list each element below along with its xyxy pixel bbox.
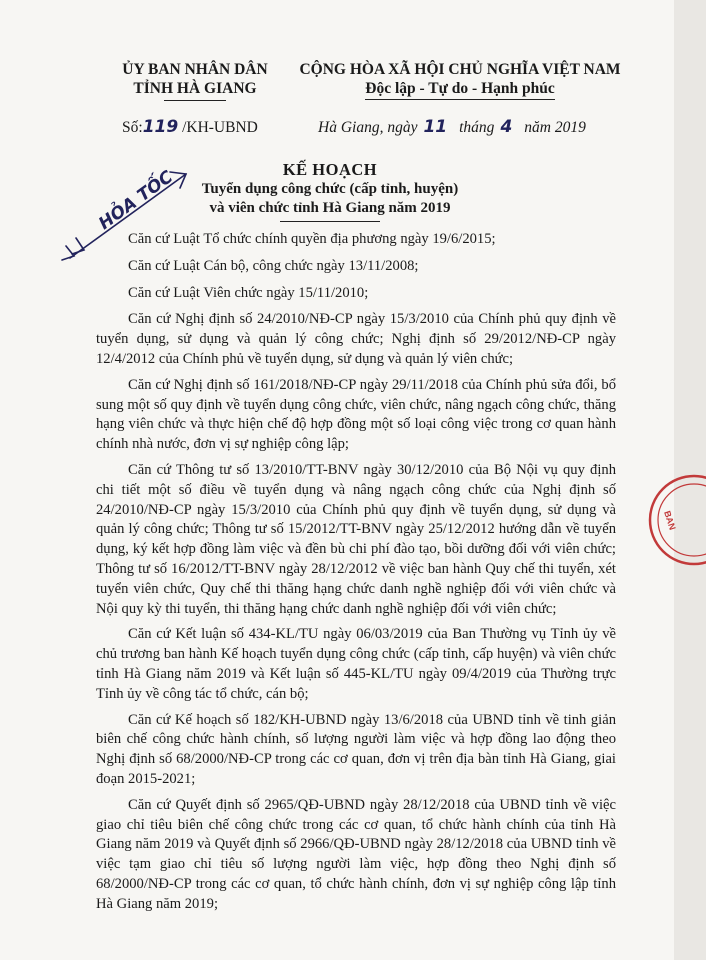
paragraph: Căn cứ Kế hoạch số 182/KH-UBND ngày 13/6/2018 của UBND tỉnh về tinh giản biên chế công chức hành chính, số lượng người làm việc và hợp đồng lao động theo Nghị định số 68/2000/NĐ-CP trong các cơ quan, đơn vị trên địa bàn tỉnh Hà Giang, giai đoạn 2015-2021; <box>96 711 616 787</box>
doc-number-suffix: /KH-UBND <box>182 119 258 136</box>
urgent-arrow-tail <box>62 246 74 260</box>
agency-line-1: ỦY BAN NHÂN DÂN <box>122 61 268 78</box>
paragraph: Căn cứ Quyết định số 2965/QĐ-UBND ngày 28/12/2018 của UBND tỉnh về việc giao chỉ tiêu biên chế công chức trong các cơ quan, tổ chức hành chính của tỉnh Hà Giang năm 2019 và Quyết định số 2966/QĐ-UBND ngày 28/12/2018 của UBND tỉnh về việc tạm giao chỉ tiêu số lượng người làm việc, hợp đồng theo Nghị định số 68/2000/NĐ-CP trong các cơ quan, tổ chức hành chính, đơn vị sự nghiệp công lập tỉnh Hà Giang năm 2019; <box>96 796 616 912</box>
place-and-date <box>318 117 586 137</box>
plan-title-line-2: và viên chức tỉnh Hà Giang năm 2019 <box>209 200 451 216</box>
agency-line-2: TỈNH HÀ GIANG <box>133 80 257 97</box>
national-header <box>290 60 630 100</box>
legal-basis-section <box>96 230 616 921</box>
day-handwritten: 11 <box>423 117 448 137</box>
month-handwritten: 4 <box>500 117 513 137</box>
republic-name: CỘNG HÒA XÃ HỘI CHỦ NGHĨA VIỆT NAM <box>299 61 621 78</box>
paragraph: Căn cứ Luật Tổ chức chính quyền địa phương ngày 19/6/2015; <box>128 231 496 247</box>
urgent-stamp-text: HỎA TỐC <box>95 167 177 235</box>
doc-number-prefix: Số: <box>122 119 143 136</box>
issuing-agency <box>100 60 290 101</box>
plan-title-main: KẾ HOẠCH <box>282 160 378 179</box>
paragraph: Căn cứ Luật Viên chức ngày 15/11/2010; <box>128 284 369 301</box>
paragraph: Căn cứ Nghị định số 24/2010/NĐ-CP ngày 15/3/2010 của Chính phủ quy định về tuyển dụng, sử dụng và quản lý công chức; Nghị định số 29/2012/NĐ-CP ngày 12/4/2012 của Chính phủ về tuyển dụng, sử dụng và quản lý viên chức; <box>96 311 616 367</box>
national-motto: Độc lập - Tự do - Hạnh phúc <box>365 79 554 100</box>
agency-underline <box>164 100 226 101</box>
red-seal-fragment <box>646 460 706 580</box>
document-number <box>122 117 258 137</box>
plan-title-line-1: Tuyển dụng công chức (cấp tỉnh, huyện) <box>201 181 459 197</box>
month-label: tháng <box>459 119 495 136</box>
seal-text: BAN <box>662 509 678 532</box>
plan-title-underline <box>280 221 380 222</box>
paragraph: Căn cứ Thông tư số 13/2010/TT-BNV ngày 30/12/2010 của Bộ Nội vụ quy định chi tiết một số điều về tuyển dụng và nâng ngạch công chức của Nghị định số 24/2010/NĐ-CP ngày 15/3/2010 của Chính phủ quy định về tuyển dụng, sử dụng và quản lý công chức; Thông tư số 15/2012/TT-BNV ngày 25/12/2012 hướng dẫn về tuyển dụng, ký kết hợp đồng làm việc và đền bù chi phí đào tạo, bồi dưỡng đối với viên chức; Thông tư số 16/2012/TT-BNV ngày 28/12/2012 về việc ban hành Quy chế thi tuyển, xét tuyển viên chức, Quy chế thi thăng hạng chức danh nghề nghiệp đối với viên chức và Nội quy kỳ thi tuyển, thi thăng hạng chức danh nghề nghiệp đối với viên chức; <box>96 461 616 617</box>
urgent-arrow-tail-2 <box>72 238 84 254</box>
place-day-label: Hà Giang, ngày <box>318 119 418 136</box>
plan-title <box>150 160 510 222</box>
paragraph: Căn cứ Nghị định số 161/2018/NĐ-CP ngày 29/11/2018 của Chính phủ sửa đổi, bổ sung một số quy định về tuyển dụng công chức, viên chức, nâng ngạch công chức, thăng hạng viên chức và thực hiện chế độ hợp đồng một số loại công việc trong cơ quan hành chính nhà nước, đơn vị sự nghiệp công lập; <box>96 376 616 453</box>
paragraph: Căn cứ Luật Cán bộ, công chức ngày 13/11/2008; <box>128 257 419 274</box>
doc-number-handwritten: 119 <box>142 117 179 137</box>
year-label: năm 2019 <box>524 119 586 136</box>
paragraph: Căn cứ Kết luận số 434-KL/TU ngày 06/03/2019 của Ban Thường vụ Tỉnh ủy về chủ trương ban hành Kế hoạch tuyển dụng công chức (cấp tỉnh, cấp huyện) và viên chức tỉnh Hà Giang năm 2019 và Kết luận số 445-KL/TU ngày 09/4/2019 của Thường trực Tỉnh ủy về công tác tổ chức, cán bộ; <box>96 626 616 702</box>
